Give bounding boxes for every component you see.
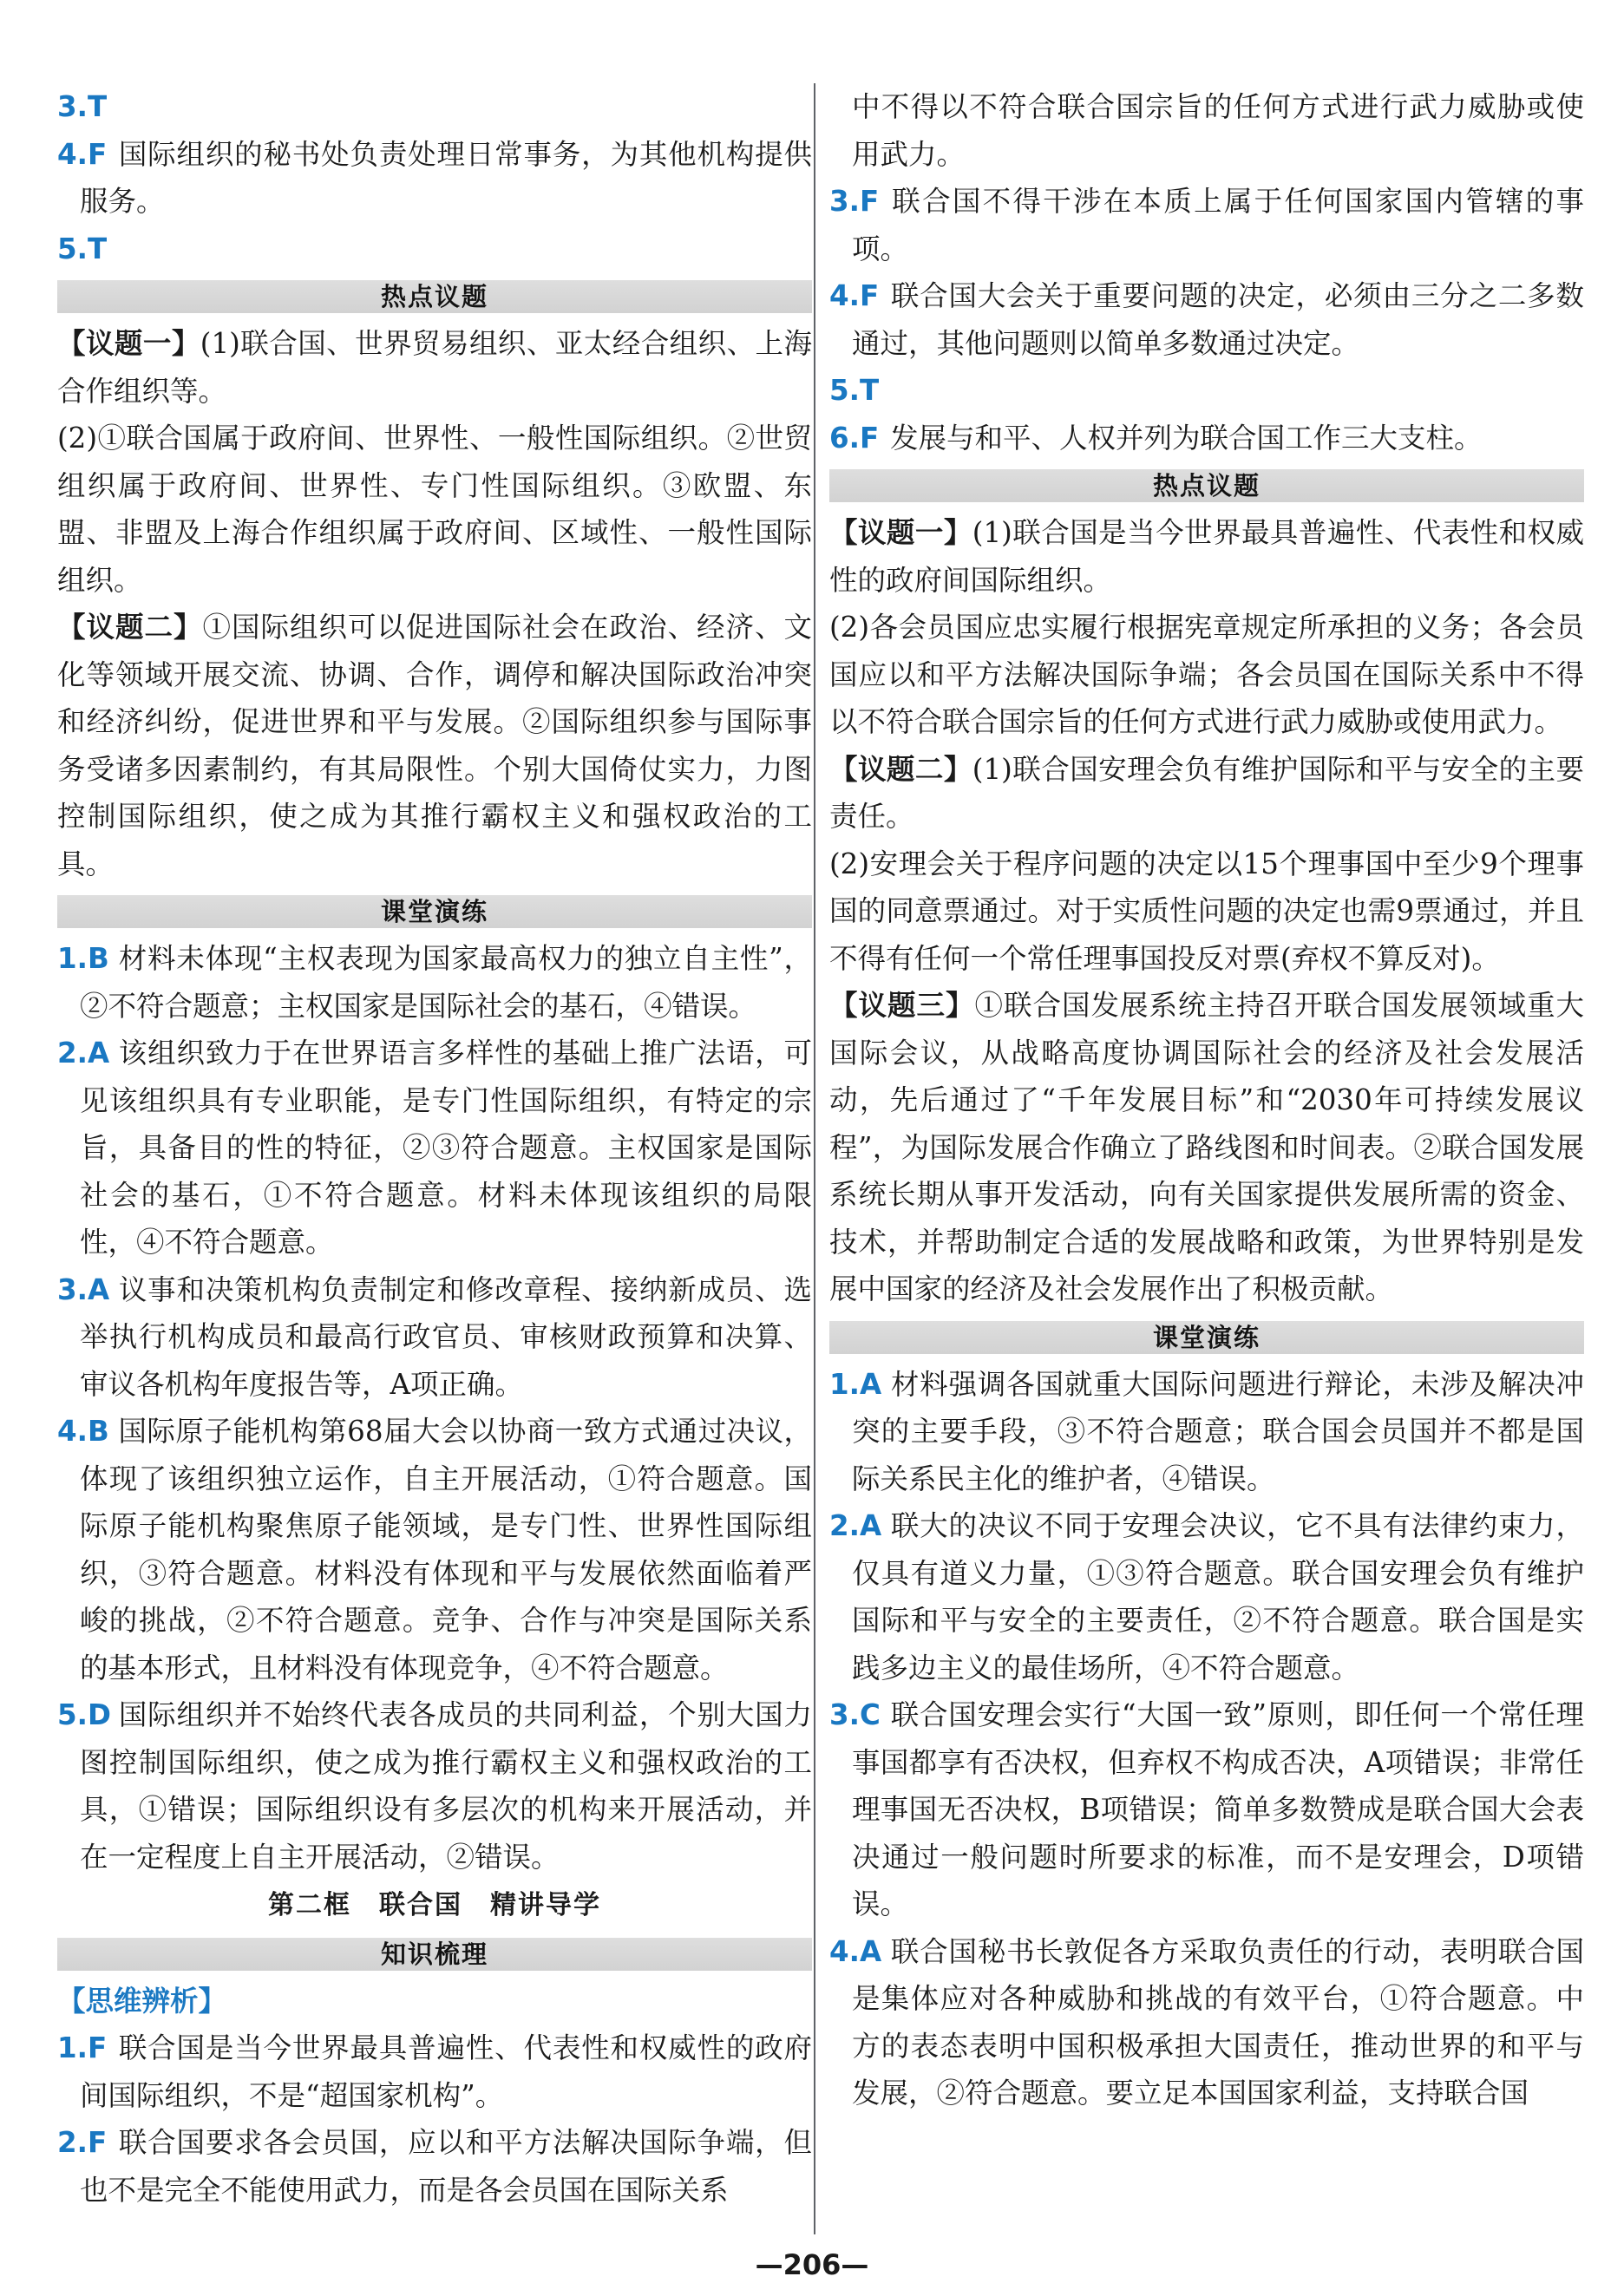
issue-text: (1)联合国是当今世界最具普遍性、代表性和权威性的政府间国际组织。	[829, 516, 1584, 597]
practice-item	[829, 1928, 1584, 2117]
answer-number: 4.A	[829, 1934, 882, 1968]
practice-item	[57, 1408, 812, 1691]
issue-three	[829, 982, 1584, 1313]
answer-text: 材料未体现“主权表现为国家最高权力的独立自主性”，②不符合题意；主权国家是国际社会的基石，④错误。	[80, 942, 812, 1023]
answer-number: 2.A	[829, 1509, 882, 1542]
practice-item	[829, 1361, 1584, 1503]
answer-text: 联合国是当今世界最具普遍性、代表性和权威性的政府间国际组织，不是“超国家机构”。	[80, 2031, 812, 2112]
answer-number: 3.F	[829, 185, 880, 218]
answer-text: 联合国要求各会员国，应以和平方法解决国际争端，但也不是完全不能使用武力，而是各会员国在国际关系	[80, 2126, 812, 2207]
answer-text: 议事和决策机构负责制定和修改章程、接纳新成员、选举执行机构成员和最高行政官员、审核财政预算和决算、审议各机构年度报告等，A项正确。	[80, 1272, 812, 1401]
page-number: —206—	[755, 2248, 869, 2281]
practice-item	[57, 1691, 812, 1881]
answer-item	[829, 415, 1584, 462]
practice-item	[57, 1030, 812, 1266]
issue-text: ①联合国发展系统主持召开联合国发展领域重大国际会议，从战略高度协调国际社会的经济及社会发展活动，先后通过了“千年发展目标”和“2030年可持续发展议程”，为国际发展合作确立了路线图和时间表。②联合国发展系统长期从事开发活动，向有关国家提供发展所需的资金、技术，并帮助制定合适的发展战略和政策，为世界特别是发展中国家的经济及社会发展作出了积极贡献。	[829, 989, 1584, 1305]
column-divider	[814, 83, 815, 2234]
answer-item	[57, 83, 812, 131]
answer-number: 5.D	[57, 1698, 111, 1731]
issue-label: 【议题一】	[57, 327, 200, 360]
answer-text: 联合国大会关于重要问题的决定，必须由三分之二多数通过，其他问题则以简单多数通过决定。	[852, 279, 1584, 360]
answer-number: 5.T	[57, 232, 108, 265]
answer-number: 3.A	[57, 1272, 110, 1306]
answer-number: 2.A	[57, 1037, 110, 1070]
issue-text: (1)联合国、世界贸易组织、亚太经合组织、上海合作组织等。	[57, 327, 812, 408]
issue-label: 【议题一】	[829, 516, 972, 549]
thinking-item	[57, 2119, 812, 2214]
answer-item	[57, 131, 812, 226]
answer-number: 2.F	[57, 2126, 108, 2159]
section-header-practice: 课堂演练	[57, 895, 812, 928]
continuation-text: 中不得以不符合联合国宗旨的任何方式进行武力威胁或使用武力。	[852, 90, 1584, 171]
issue-one-part-two: (2)各会员国应忠实履行根据宪章规定所承担的义务；各会员国应以和平方法解决国际争端；各会员国在国际关系中不得以不符合联合国宗旨的任何方式进行武力威胁或使用武力。	[829, 611, 1584, 738]
section-header-practice: 课堂演练	[829, 1321, 1584, 1354]
answer-text: 国际原子能机构第68届大会以协商一致方式通过决议，体现了该组织独立运作，自主开展活动，①符合题意。国际原子能机构聚焦原子能领域，是专门性、世界性国际组织，③符合题意。材料没有体现和平与发展依然面临着严峻的挑战，②不符合题意。竞争、合作与冲突是国际关系的基本形式，且材料没有体现竞争，④不符合题意。	[80, 1415, 812, 1684]
issue-label: 【议题三】	[829, 989, 975, 1022]
issue-two	[57, 604, 812, 887]
answer-number: 5.T	[829, 374, 880, 407]
practice-item	[57, 1266, 812, 1409]
answer-text: 国际组织的秘书处负责处理日常事务，为其他机构提供服务。	[80, 137, 812, 218]
answer-item	[829, 367, 1584, 415]
section-header-knowledge: 知识梳理	[57, 1938, 812, 1971]
issue-label: 【议题二】	[57, 611, 203, 644]
right-column	[829, 83, 1584, 2117]
thinking-label-row	[57, 1978, 812, 2025]
issue-one-part-two: (2)①联合国属于政府间、世界性、一般性国际组织。②世贸组织属于政府间、世界性、专门性国际组织。③欧盟、东盟、非盟及上海合作组织属于政府间、区域性、一般性国际组织。	[57, 422, 812, 597]
issue-two	[829, 746, 1584, 841]
thinking-item	[57, 2025, 812, 2119]
issue-text: ①国际组织可以促进国际社会在政治、经济、文化等领域开展交流、协调、合作，调停和解决国际政治冲突和经济纠纷，促进世界和平与发展。②国际组织参与国际事务受诸多因素制约，有其局限性。个别大国倚仗实力，力图控制国际组织，使之成为其推行霸权主义和强权政治的工具。	[57, 611, 812, 880]
section-header-hot-topics: 热点议题	[57, 280, 812, 313]
issue-one	[57, 320, 812, 415]
answer-number: 1.B	[57, 942, 109, 975]
answer-item	[829, 272, 1584, 367]
answer-text: 联大的决议不同于安理会决议，它不具有法律约束力，仅具有道义力量，①③符合题意。联合国安理会负有维护国际和平与安全的主要责任，②不符合题意。联合国是实践多边主义的最佳场所，④不符合题意。	[852, 1509, 1584, 1684]
issue-label: 【议题二】	[829, 752, 972, 786]
answer-item	[57, 226, 812, 273]
practice-item	[829, 1691, 1584, 1928]
answer-number: 6.F	[829, 421, 880, 455]
practice-item	[57, 935, 812, 1030]
section-header-hot-topics: 热点议题	[829, 469, 1584, 502]
issue-two-part-two: (2)安理会关于程序问题的决定以15个理事国中至少9个理事国的同意票通过。对于实质性问题的决定也需9票通过，并且不得有任何一个常任理事国投反对票(弃权不算反对)。	[829, 847, 1584, 975]
issue-text: (1)联合国安理会负有维护国际和平与安全的主要责任。	[829, 752, 1584, 833]
thinking-label: 【思维辨析】	[57, 1984, 227, 2018]
answer-text: 发展与和平、人权并列为联合国工作三大支柱。	[890, 421, 1483, 455]
answer-text: 联合国不得干涉在本质上属于任何国家国内管辖的事项。	[852, 185, 1584, 265]
answer-number: 1.A	[829, 1367, 882, 1401]
answer-number: 3.C	[829, 1698, 881, 1731]
answer-number: 3.T	[57, 90, 108, 123]
answer-item	[829, 178, 1584, 272]
answer-text: 该组织致力于在世界语言多样性的基础上推广法语，可见该组织具有专业职能，是专门性国际组织，有特定的宗旨，具备目的性的特征，②③符合题意。主权国家是国际社会的基石，①不符合题意。材料未体现该组织的局限性，④不符合题意。	[80, 1037, 812, 1259]
practice-item	[829, 1502, 1584, 1691]
answer-text: 国际组织并不始终代表各成员的共同利益，个别大国力图控制国际组织，使之成为推行霸权主义和强权政治的工具，①错误；国际组织设有多层次的机构来开展活动，并在一定程度上自主开展活动，②错误。	[80, 1698, 812, 1874]
answer-text: 联合国安理会实行“大国一致”原则，即任何一个常任理事国都享有否决权，但弃权不构成否决，A项错误；非常任理事国无否决权，B项错误；简单多数赞成是联合国大会表决通过一般问题时所要求的标准，而不是安理会，D项错误。	[852, 1698, 1584, 1920]
answer-text: 材料强调各国就重大国际问题进行辩论，未涉及解决冲突的主要手段，③不符合题意；联合国会员国并不都是国际关系民主化的维护者，④错误。	[852, 1367, 1584, 1495]
answer-number: 4.F	[829, 279, 880, 312]
left-column	[57, 83, 812, 2214]
answer-text: 联合国秘书长敦促各方采取负责任的行动，表明联合国是集体应对各种威胁和挑战的有效平台，①符合题意。中方的表态表明中国积极承担大国责任，推动世界的和平与发展，②符合题意。要立足本国国家利益，支持联合国	[852, 1934, 1584, 2110]
lesson-title: 第二框 联合国 精讲导学	[268, 1890, 601, 1920]
issue-one	[829, 509, 1584, 604]
answer-number: 4.B	[57, 1415, 109, 1448]
answer-number: 1.F	[57, 2031, 108, 2064]
answer-number: 4.F	[57, 137, 108, 171]
